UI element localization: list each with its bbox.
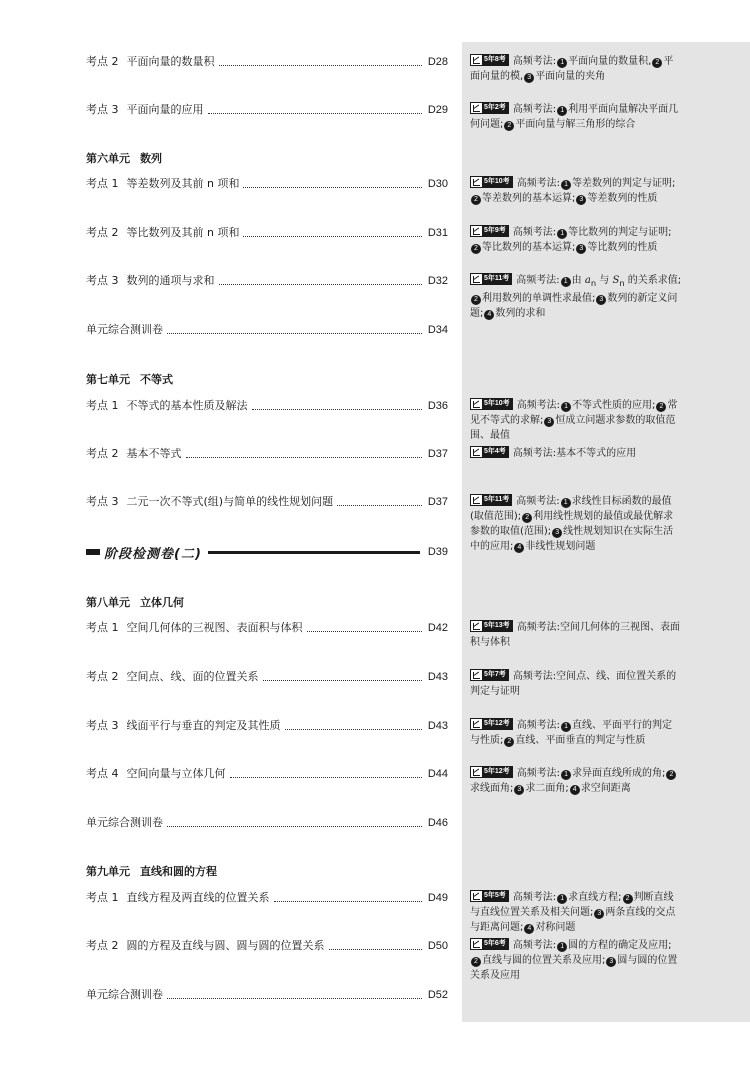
badge-text: 5年9考 (484, 227, 506, 234)
entry-title: 空间点、线、面的位置关系 (126, 670, 259, 683)
circled-number: 1 (561, 498, 571, 508)
note-item: 利用数列的单调性求最值; (482, 293, 596, 304)
leader-dots (219, 284, 423, 285)
note-item: 利用线性规划的最值或最优解求参数的取值(范围); (470, 511, 674, 537)
page-number: D29 (427, 104, 448, 116)
leader-dots (186, 457, 423, 458)
circled-number: 1 (561, 402, 571, 412)
note-text: 的关系求值; (624, 275, 682, 286)
chart-icon (471, 399, 482, 409)
toc-entry[interactable] (86, 176, 448, 192)
note-item: 等差数列的基本运算; (482, 193, 576, 204)
note-item: 求线面角; (470, 783, 514, 794)
circled-number: 1 (557, 106, 567, 116)
circled-number: 2 (656, 402, 666, 412)
leader-dots (285, 729, 423, 730)
chart-icon (471, 447, 482, 457)
unit-name: 数列 (140, 152, 162, 165)
entry-title: 单元综合测训卷 (86, 988, 163, 1001)
page-number: D34 (427, 324, 448, 336)
unit-heading (86, 151, 162, 167)
kaodian-label: 考点 2 (86, 447, 119, 460)
page-number: D43 (427, 720, 448, 732)
note-lead: 高频考法: (516, 496, 560, 507)
leader-dots (243, 187, 422, 188)
toc-entry[interactable] (86, 398, 448, 414)
toc-entry[interactable] (86, 620, 448, 636)
circled-number: 4 (524, 924, 534, 934)
circled-number: 2 (652, 58, 662, 68)
note-item: 求线性目标函数的最值(取值范围); (470, 496, 672, 522)
stage-test-entry[interactable] (86, 543, 448, 561)
note-lead: 高频考法: (516, 720, 561, 731)
chart-icon (471, 274, 482, 284)
circled-number: 1 (557, 229, 567, 239)
note-item: 判断直线与直线位置关系及相关问题; (470, 892, 674, 918)
circled-number: 2 (471, 295, 481, 305)
kaodian-label: 考点 3 (86, 495, 119, 508)
leader-dots (307, 631, 423, 632)
unit-name: 立体几何 (140, 596, 184, 609)
note-item: 等比数列的判定与证明; (568, 227, 672, 238)
leader-dots (167, 826, 422, 827)
frequency-badge (470, 890, 509, 902)
frequency-note (470, 938, 682, 983)
frequency-badge (470, 273, 512, 285)
note-lead: 高频考法: (512, 671, 557, 682)
chart-icon (471, 670, 482, 680)
frequency-note (470, 620, 682, 650)
entry-title: 空间几何体的三视图、表面积与体积 (126, 621, 303, 634)
entry-title: 空间向量与立体几何 (126, 767, 226, 780)
entry-title: 基本不等式 (126, 447, 182, 460)
toc-entry[interactable] (86, 987, 448, 1003)
badge-text: 5年12考 (484, 720, 510, 727)
page-number: D37 (427, 496, 448, 508)
circled-number: 2 (623, 894, 633, 904)
note-item: 平面向量的模, (470, 56, 674, 82)
unit-heading (86, 372, 173, 388)
page-number: D52 (427, 989, 448, 1001)
toc-entry[interactable] (86, 446, 448, 462)
note-item: 空间几何体的三视图、表面积与体积 (470, 622, 681, 648)
badge-text: 5年11考 (484, 496, 510, 503)
note-item: 求空间距离 (580, 783, 631, 794)
kaodian-label: 考点 1 (86, 177, 119, 190)
frequency-badge (470, 669, 509, 681)
kaodian-label: 考点 2 (86, 670, 119, 683)
page-number: D44 (427, 768, 448, 780)
kaodian-label: 考点 2 (86, 55, 119, 68)
circled-number: 3 (576, 244, 586, 254)
chart-icon (471, 939, 482, 949)
chart-icon (471, 891, 482, 901)
entry-title: 二元一次不等式(组)与简单的线性规划问题 (126, 495, 334, 508)
frequency-note (470, 890, 682, 935)
circled-number: 4 (514, 543, 524, 553)
note-text: 由 (571, 275, 585, 286)
math-subscript: n (590, 278, 597, 288)
circled-number: 1 (561, 722, 571, 732)
badge-text: 5年5考 (484, 892, 506, 899)
leader-dots (167, 998, 422, 999)
frequency-badge (470, 718, 513, 730)
chart-icon (471, 177, 482, 187)
leader-dots (219, 65, 423, 66)
badge-text: 5年11考 (484, 275, 510, 282)
circled-number: 1 (557, 894, 567, 904)
chart-icon (471, 103, 482, 113)
badge-text: 5年4考 (484, 448, 506, 455)
circled-number: 1 (561, 180, 571, 190)
note-item: 平面向量的数量积, (568, 56, 652, 67)
entry-title: 圆的方程及直线与圆、圆与圆的位置关系 (126, 939, 325, 952)
entry-title: 等比数列及其前 n 项和 (126, 226, 240, 239)
circled-number: 3 (606, 957, 616, 967)
leader-dots (337, 505, 422, 506)
note-item: 平面向量的夹角 (535, 71, 606, 82)
toc-entry[interactable] (86, 815, 448, 831)
toc-entry[interactable] (86, 718, 448, 734)
note-lead: 高频考法: (516, 275, 560, 286)
badge-text: 5年10考 (484, 178, 510, 185)
frequency-badge (470, 620, 513, 632)
note-item: 等比数列的性质 (587, 242, 658, 253)
leader-dots (243, 236, 422, 237)
frequency-note (470, 398, 682, 443)
leader-dots (208, 113, 423, 114)
entry-title: 单元综合测训卷 (86, 323, 163, 336)
entry-title: 线面平行与垂直的判定及其性质 (126, 719, 281, 732)
note-item: 基本不等式的应用 (556, 448, 637, 459)
page-number: D50 (427, 940, 448, 952)
stage-bar-left (86, 549, 100, 555)
circled-number: 2 (471, 957, 481, 967)
note-item: 利用平面向量解决平面几何问题; (470, 104, 679, 130)
note-item: 恒成立问题求参数的取值范围、最值 (470, 415, 676, 441)
frequency-badge (470, 398, 513, 410)
circled-number: 2 (471, 195, 481, 205)
note-lead: 高频考法: (516, 178, 561, 189)
frequency-note (470, 54, 682, 84)
badge-text: 5年12考 (484, 768, 510, 775)
page-number: D37 (427, 448, 448, 460)
note-lead: 高频考法: (516, 768, 561, 779)
note-item: 求直线方程; (568, 892, 622, 903)
entry-title: 平面向量的应用 (126, 103, 204, 116)
page-number: D43 (427, 671, 448, 683)
chart-icon (471, 719, 482, 729)
circled-number: 3 (544, 417, 554, 427)
circled-number: 3 (576, 195, 586, 205)
circled-number: 2 (471, 244, 481, 254)
kaodian-label: 考点 1 (86, 399, 119, 412)
circled-number: 3 (596, 295, 606, 305)
note-item: 求二面角; (525, 783, 569, 794)
page-number: D31 (427, 227, 448, 239)
badge-text: 5年6考 (484, 940, 506, 947)
toc-entry[interactable] (86, 890, 448, 906)
math-variable: S (612, 275, 620, 286)
unit-heading (86, 864, 217, 880)
chart-icon (471, 495, 482, 505)
note-text: 与 (596, 275, 613, 286)
note-lead: 高频考法: (516, 400, 561, 411)
entry-title: 直线方程及两直线的位置关系 (126, 891, 270, 904)
kaodian-label: 考点 2 (86, 226, 119, 239)
circled-number: 1 (557, 942, 567, 952)
unit-name: 不等式 (140, 373, 173, 386)
frequency-note (470, 494, 682, 554)
note-item: 空间点、线、面位置关系的判定与证明 (470, 671, 677, 697)
note-item: 直线、平面平行的判定与性质; (470, 720, 673, 746)
kaodian-label: 考点 1 (86, 891, 119, 904)
frequency-note (470, 225, 682, 255)
badge-text: 5年7考 (484, 671, 506, 678)
unit-label: 第七单元 (86, 373, 130, 386)
note-item: 数列的新定义问题; (470, 293, 678, 319)
unit-label: 第八单元 (86, 596, 130, 609)
page-number: D49 (427, 892, 448, 904)
circled-number: 3 (552, 528, 562, 538)
leader-dots (329, 949, 423, 950)
note-item: 非线性规划问题 (525, 541, 596, 552)
badge-text: 5年8考 (484, 56, 506, 63)
note-item: 等比数列的基本运算; (482, 242, 576, 253)
unit-name: 直线和圆的方程 (140, 865, 217, 878)
math-subscript: n (619, 278, 625, 288)
note-item: 直线、平面垂直的判定与性质 (515, 735, 646, 746)
note-item: 线性规划知识在实际生活中的应用; (470, 526, 674, 552)
frequency-badge (470, 446, 509, 458)
note-item: 数列的求和 (495, 308, 546, 319)
circled-number: 3 (594, 909, 604, 919)
frequency-note (470, 176, 682, 206)
frequency-note (470, 446, 682, 461)
circled-number: 4 (484, 310, 494, 320)
stage-rule (208, 551, 420, 554)
kaodian-label: 考点 3 (86, 719, 119, 732)
chart-icon (471, 621, 482, 631)
unit-heading (86, 595, 184, 611)
badge-text: 5年10考 (484, 400, 510, 407)
frequency-note (470, 669, 682, 699)
note-item: 常见不等式的求解; (470, 400, 678, 426)
frequency-note (470, 102, 682, 132)
circled-number: 3 (524, 73, 534, 83)
toc-entry[interactable] (86, 766, 448, 782)
badge-text: 5年2考 (484, 104, 506, 111)
badge-text: 5年13考 (484, 622, 510, 629)
circled-number: 3 (514, 785, 524, 795)
circled-number: 2 (522, 513, 532, 523)
toc-entry[interactable] (86, 102, 448, 118)
note-item: 圆的方程的确定及应用; (568, 940, 672, 951)
note-lead: 高频考法: (512, 227, 557, 238)
page-number: D32 (427, 275, 448, 287)
leader-dots (167, 333, 422, 334)
frequency-badge (470, 766, 513, 778)
note-lead: 高频考法: (512, 104, 557, 115)
circled-number: 2 (504, 121, 514, 131)
note-item: 等差数列的性质 (587, 193, 658, 204)
toc-entry[interactable] (86, 225, 448, 241)
page-number: D39 (427, 546, 448, 558)
toc-entry[interactable] (86, 938, 448, 954)
note-item: 等差数列的判定与证明; (572, 178, 676, 189)
toc-entry[interactable] (86, 322, 448, 338)
frequency-note (470, 718, 682, 748)
unit-label: 第九单元 (86, 865, 130, 878)
note-item: 对称问题 (535, 922, 576, 933)
entry-title: 数列的通项与求和 (126, 274, 215, 287)
note-item: 不等式性质的应用; (572, 400, 656, 411)
page-number: D28 (427, 56, 448, 68)
circled-number: 1 (561, 277, 571, 287)
toc-entry[interactable] (86, 494, 448, 510)
frequency-note (470, 273, 682, 321)
entry-title: 单元综合测训卷 (86, 816, 163, 829)
note-lead: 高频考法: (512, 940, 557, 951)
frequency-badge (470, 494, 512, 506)
kaodian-label: 考点 3 (86, 274, 119, 287)
note-item: 平面向量与解三角形的综合 (515, 119, 636, 130)
unit-label: 第六单元 (86, 152, 130, 165)
frequency-badge (470, 938, 509, 950)
entry-title: 等差数列及其前 n 项和 (126, 177, 240, 190)
page-number: D30 (427, 178, 448, 190)
leader-dots (252, 409, 423, 410)
stage-title: 阶段检测卷(二) (104, 546, 202, 562)
page-number: D46 (427, 817, 448, 829)
circled-number: 2 (504, 737, 514, 747)
frequency-badge (470, 54, 509, 66)
note-item: 圆与圆的位置关系及应用 (470, 955, 678, 981)
toc-entry[interactable] (86, 54, 448, 70)
math-variable: a (584, 275, 591, 286)
leader-dots (230, 777, 423, 778)
entry-title: 平面向量的数量积 (126, 55, 215, 68)
chart-icon (471, 226, 482, 236)
circled-number: 1 (561, 770, 571, 780)
circled-number: 2 (666, 770, 676, 780)
kaodian-label: 考点 1 (86, 621, 119, 634)
note-lead: 高频考法: (512, 56, 557, 67)
note-item: 两条直线的交点与距离问题; (470, 907, 676, 933)
page-number: D36 (427, 400, 448, 412)
toc-entry[interactable] (86, 669, 448, 685)
frequency-badge (470, 176, 513, 188)
kaodian-label: 考点 4 (86, 767, 119, 780)
note-lead: 高频考法: (512, 448, 557, 459)
leader-dots (263, 680, 423, 681)
circled-number: 4 (570, 785, 580, 795)
kaodian-label: 考点 2 (86, 939, 119, 952)
chart-icon (471, 55, 482, 65)
toc-entry[interactable] (86, 273, 448, 289)
note-lead: 高频考法: (516, 622, 561, 633)
frequency-badge (470, 102, 509, 114)
frequency-note (470, 766, 682, 796)
circled-number: 1 (557, 58, 567, 68)
kaodian-label: 考点 3 (86, 103, 119, 116)
page-number: D42 (427, 622, 448, 634)
note-item: 求异面直线所成的角; (572, 768, 666, 779)
chart-icon (471, 767, 482, 777)
leader-dots (274, 901, 423, 902)
frequency-badge (470, 225, 509, 237)
note-item: 直线与圆的位置关系及应用; (482, 955, 606, 966)
entry-title: 不等式的基本性质及解法 (126, 399, 248, 412)
note-lead: 高频考法: (512, 892, 557, 903)
